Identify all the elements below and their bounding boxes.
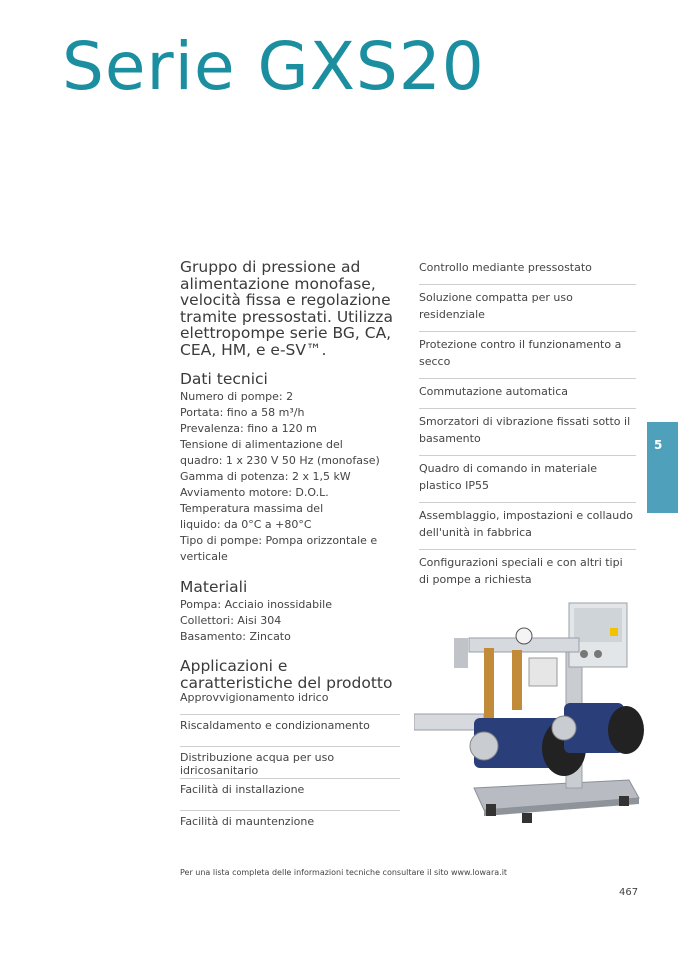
feature-item: Assemblaggio, impostazioni e collaudo dell'unità in fabbrica [419,503,636,550]
section-number: 5 [654,438,663,452]
intro-text: Gruppo di pressione ad alimentazione monofase, velocità fissa e regolazione tramite pressostati. Utilizza elettropompe serie BG, CA, CEA, HM, e e-SV™. [180,258,393,359]
product-photo [414,598,644,828]
feature-item: Controllo mediante pressostato [419,255,636,285]
materiali-heading: Materiali [180,578,248,596]
spec-line: Tipo di pompe: Pompa orizzontale e [180,534,378,547]
feature-item: Configurazioni speciali e con altri tipi di pompe a richiesta [419,556,623,586]
list-item: Distribuzione acqua per uso idricosanitario [180,747,400,779]
applicazioni-list [180,690,400,843]
applicazioni-heading-line: caratteristiche del prodotto [180,673,393,692]
list-item: Riscaldamento e condizionamento [180,715,400,747]
spec-line: Portata: fino a 58 m³/h [180,406,305,419]
materiali-list [180,597,400,645]
spec-line: Prevalenza: fino a 120 m [180,422,317,435]
feature-item: Quadro di comando in materiale plastico IP55 [419,456,636,503]
spec-line: Pompa: Acciaio inossidabile [180,598,332,611]
spec-line: Numero di pompe: 2 [180,390,294,403]
applicazioni-heading [180,658,392,691]
spec-line: Avviamento motore: D.O.L. [180,486,329,499]
spec-line: verticale [180,550,228,563]
feature-item: Soluzione compatta per uso residenziale [419,285,636,332]
feature-item: Protezione contro il funzionamento a secco [419,332,636,379]
spec-line: Basamento: Zincato [180,630,291,643]
features-list [419,255,636,596]
list-item: Facilità di installazione [180,779,400,811]
spec-line: Tensione di alimentazione del [180,438,343,451]
spec-line: Gamma di potenza: 2 x 1,5 kW [180,470,351,483]
list-item: Facilità di mauntenzione [180,815,315,828]
spec-line: quadro: 1 x 230 V 50 Hz (monofase) [180,454,380,467]
footer-note: Per una lista completa delle informazioni tecniche consultare il sito www.lowara.it [180,868,508,877]
spec-line: Temperatura massima del [180,502,324,515]
spec-line: liquido: da 0°C a +80°C [180,518,312,531]
applicazioni-heading-line: Applicazioni e [180,657,288,675]
page-title: Serie GXS20 [62,28,485,105]
feature-item: Commutazione automatica [419,379,636,409]
section-tab [647,422,678,513]
spec-line: Collettori: Aisi 304 [180,614,282,627]
dati-tecnici-list [180,389,400,565]
feature-item: Smorzatori di vibrazione fissati sotto il basamento [419,409,636,456]
list-item: Approvvigionamento idrico [180,690,400,715]
dati-tecnici-heading: Dati tecnici [180,370,268,388]
page-number: 467 [619,887,639,898]
